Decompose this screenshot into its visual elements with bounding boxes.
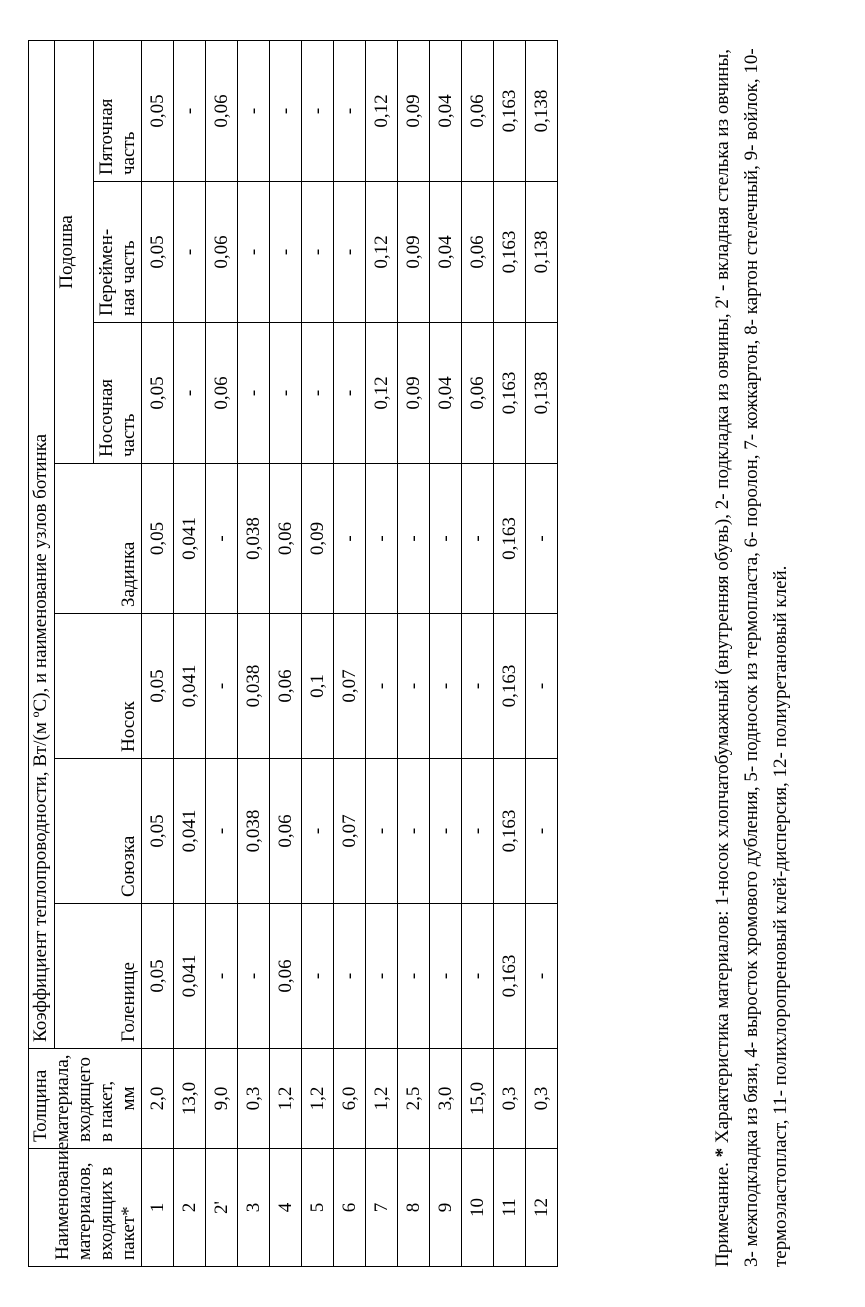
coefficient-cell: 0,138 [526, 182, 558, 323]
coefficient-cell: 0,06 [270, 464, 302, 614]
coefficient-cell: - [398, 464, 430, 614]
coefficient-cell: - [526, 614, 558, 759]
coefficient-cell: 0,163 [494, 904, 526, 1049]
thickness-cell: 13,0 [174, 1049, 206, 1149]
thickness-cell: 3,0 [430, 1049, 462, 1149]
coefficient-cell: 0,038 [238, 464, 270, 614]
coefficient-cell: 0,06 [206, 182, 238, 323]
coefficient-cell: - [366, 904, 398, 1049]
table-row [462, 40, 494, 1266]
coefficient-cell: - [174, 323, 206, 464]
coefficient-cell: 0,05 [142, 759, 174, 904]
note-text: Характеристика материалов: 1-носок хлопчатобумажный (внутренняя обувь), 2- подкладка из овчины, 2' - вкладная стелька из овчины, 3- межподкладка из бязи, 4- выросток хромового дубления, 5- подносок из термопласта, 6- поролон, 7- кожкартон, 8- картон стелечный, 9- войлок, 10- термоэластопласт, 11- полихлоропреновый клей-дисперсия, 12- полиуретановый клей. [712, 48, 791, 1267]
thickness-cell: 1,2 [270, 1049, 302, 1149]
coefficient-cell: - [206, 904, 238, 1049]
coefficient-cell: - [526, 759, 558, 904]
thickness-cell: 0,3 [494, 1049, 526, 1149]
coefficient-cell: 0,041 [174, 614, 206, 759]
coefficient-cell: 0,12 [366, 323, 398, 464]
thickness-cell: 9,0 [206, 1049, 238, 1149]
coefficient-cell: 0,163 [494, 614, 526, 759]
header-material-name: Наименование материалов, входящих в пакет* [29, 1149, 142, 1267]
coefficient-cell: - [270, 40, 302, 181]
material-number-cell: 2 [174, 1149, 206, 1267]
coefficient-cell: - [334, 182, 366, 323]
coefficient-cell: - [334, 464, 366, 614]
coefficient-cell: - [430, 614, 462, 759]
note-star: * [712, 1147, 733, 1158]
coefficient-cell: - [206, 464, 238, 614]
coefficient-cell: - [302, 40, 334, 181]
header-nosok: Носок [55, 614, 142, 759]
table-row [206, 40, 238, 1266]
thickness-cell: 0,3 [526, 1049, 558, 1149]
header-pyatochnaya: Пяточная часть [94, 40, 142, 181]
coefficient-cell: - [430, 904, 462, 1049]
coefficient-cell: - [398, 614, 430, 759]
coefficient-cell: - [526, 464, 558, 614]
material-number-cell: 9 [430, 1149, 462, 1267]
coefficient-cell: - [238, 182, 270, 323]
header-coefficient-title: Коэффициент теплопроводности, Вт/(м ºС), и наименование узлов ботинка [29, 40, 55, 1048]
coefficient-cell: - [270, 323, 302, 464]
coefficient-cell: - [206, 759, 238, 904]
thickness-cell: 1,2 [302, 1049, 334, 1149]
table-row [430, 40, 462, 1266]
coefficient-cell: - [430, 464, 462, 614]
coefficient-cell: - [366, 759, 398, 904]
thermal-conductivity-table [28, 40, 558, 1267]
material-number-cell: 7 [366, 1149, 398, 1267]
coefficient-cell: 0,12 [366, 40, 398, 181]
coefficient-cell: 0,163 [494, 759, 526, 904]
coefficient-cell: 0,09 [398, 323, 430, 464]
table-row [366, 40, 398, 1266]
table-row [302, 40, 334, 1266]
coefficient-cell: - [334, 904, 366, 1049]
coefficient-cell: 0,04 [430, 323, 462, 464]
coefficient-cell: - [302, 904, 334, 1049]
coefficient-cell: 0,05 [142, 464, 174, 614]
coefficient-cell: - [462, 464, 494, 614]
material-number-cell: 10 [462, 1149, 494, 1267]
coefficient-cell: 0,06 [206, 40, 238, 181]
coefficient-cell: 0,05 [142, 614, 174, 759]
coefficient-cell: 0,138 [526, 40, 558, 181]
coefficient-cell: - [302, 323, 334, 464]
table-row [494, 40, 526, 1266]
thickness-cell: 15,0 [462, 1049, 494, 1149]
coefficient-cell: 0,05 [142, 323, 174, 464]
coefficient-cell: 0,163 [494, 323, 526, 464]
coefficient-cell: 0,05 [142, 904, 174, 1049]
coefficient-cell: 0,09 [302, 464, 334, 614]
coefficient-cell: - [334, 40, 366, 181]
coefficient-cell: - [174, 40, 206, 181]
table-row [270, 40, 302, 1266]
material-number-cell: 5 [302, 1149, 334, 1267]
coefficient-cell: - [174, 182, 206, 323]
header-nosochnaya: Носочная часть [94, 323, 142, 464]
note-paragraph [708, 41, 795, 1267]
coefficient-cell: - [302, 182, 334, 323]
coefficient-cell: 0,041 [174, 759, 206, 904]
coefficient-cell: 0,138 [526, 323, 558, 464]
thickness-cell: 1,2 [366, 1049, 398, 1149]
coefficient-cell: 0,09 [398, 40, 430, 181]
coefficient-cell: - [302, 759, 334, 904]
coefficient-cell: - [238, 323, 270, 464]
coefficient-cell: - [398, 759, 430, 904]
note-label: Примечание. [712, 1162, 733, 1267]
coefficient-cell: - [430, 759, 462, 904]
material-number-cell: 4 [270, 1149, 302, 1267]
coefficient-cell: - [334, 323, 366, 464]
coefficient-cell: 0,06 [270, 759, 302, 904]
coefficient-cell: 0,1 [302, 614, 334, 759]
material-number-cell: 12 [526, 1149, 558, 1267]
header-thickness: Толщина материала, входящего в пакет, мм [29, 1049, 142, 1149]
coefficient-cell: 0,09 [398, 182, 430, 323]
header-zadinka: Задинка [55, 464, 142, 614]
coefficient-cell: - [462, 614, 494, 759]
coefficient-cell: 0,07 [334, 759, 366, 904]
table-body [142, 40, 558, 1266]
coefficient-cell: 0,06 [462, 40, 494, 181]
coefficient-cell: 0,05 [142, 182, 174, 323]
coefficient-cell: - [206, 614, 238, 759]
table-row [174, 40, 206, 1266]
coefficient-cell: 0,06 [462, 323, 494, 464]
coefficient-cell: 0,163 [494, 464, 526, 614]
coefficient-cell: 0,06 [270, 904, 302, 1049]
coefficient-cell: - [366, 464, 398, 614]
coefficient-cell: 0,06 [462, 182, 494, 323]
table-row [398, 40, 430, 1266]
coefficient-cell: 0,07 [334, 614, 366, 759]
header-peremennaya: Переймен- ная часть [94, 182, 142, 323]
material-number-cell: 11 [494, 1149, 526, 1267]
coefficient-cell: - [462, 759, 494, 904]
coefficient-cell: - [238, 904, 270, 1049]
table-row [142, 40, 174, 1266]
coefficient-cell: 0,04 [430, 40, 462, 181]
material-number-cell: 8 [398, 1149, 430, 1267]
coefficient-cell: 0,038 [238, 759, 270, 904]
coefficient-cell: 0,038 [238, 614, 270, 759]
coefficient-cell: - [238, 40, 270, 181]
table-row [334, 40, 366, 1266]
material-number-cell: 2' [206, 1149, 238, 1267]
coefficient-cell: 0,06 [206, 323, 238, 464]
coefficient-cell: 0,04 [430, 182, 462, 323]
coefficient-cell: 0,041 [174, 464, 206, 614]
coefficient-cell: 0,12 [366, 182, 398, 323]
coefficient-cell: 0,163 [494, 40, 526, 181]
header-soyuzka: Союзка [55, 759, 142, 904]
coefficient-cell: 0,05 [142, 40, 174, 181]
table-row [526, 40, 558, 1266]
table-row [238, 40, 270, 1266]
coefficient-cell: - [526, 904, 558, 1049]
coefficient-cell: - [462, 904, 494, 1049]
coefficient-cell: - [398, 904, 430, 1049]
coefficient-cell: - [270, 182, 302, 323]
coefficient-cell: 0,041 [174, 904, 206, 1049]
header-podoshva: Подошва [55, 40, 94, 463]
coefficient-cell: 0,163 [494, 182, 526, 323]
coefficient-cell: 0,06 [270, 614, 302, 759]
header-golenishche: Голенище [55, 904, 142, 1049]
thickness-cell: 6,0 [334, 1049, 366, 1149]
material-number-cell: 6 [334, 1149, 366, 1267]
thickness-cell: 0,3 [238, 1049, 270, 1149]
material-number-cell: 1 [142, 1149, 174, 1267]
coefficient-cell: - [366, 614, 398, 759]
thickness-cell: 2,5 [398, 1049, 430, 1149]
material-number-cell: 3 [238, 1149, 270, 1267]
thickness-cell: 2,0 [142, 1049, 174, 1149]
